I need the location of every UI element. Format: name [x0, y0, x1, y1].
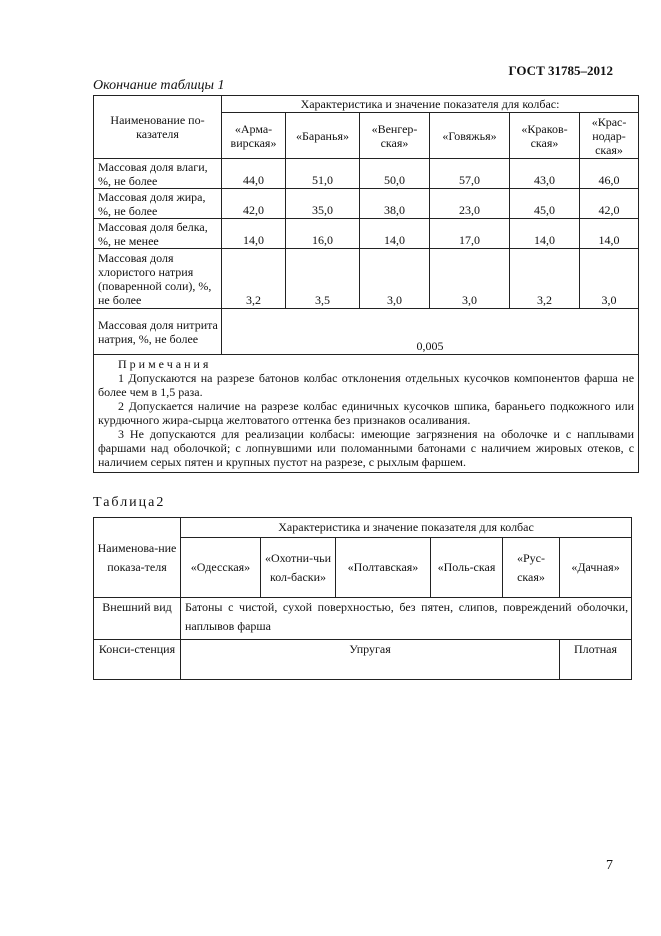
cell-value: 35,0	[286, 189, 360, 219]
table1-notes	[94, 355, 639, 473]
cell-value: 3,2	[510, 249, 580, 309]
table2-col-header: «Полтавская»	[336, 538, 431, 598]
cell-value: 42,0	[222, 189, 286, 219]
cell-value: 3,2	[222, 249, 286, 309]
cell-value: 14,0	[580, 219, 639, 249]
cell-value: 3,0	[360, 249, 430, 309]
cell-value: Батоны с чистой, сухой поверхностью, без пятен, слипов, повреждений оболочки, наплывов фарша	[181, 598, 632, 640]
table1-head-group: Характеристика и значение показателя для колбас:	[222, 96, 639, 113]
cell-value: Плотная	[560, 640, 632, 680]
cell-value: 44,0	[222, 159, 286, 189]
table1-row	[94, 159, 639, 189]
table1-col-header: «Венгер-ская»	[360, 113, 430, 159]
table2-col-header: «Поль-ская	[431, 538, 503, 598]
table2-col-header: «Охотни-чьи кол-баски»	[261, 538, 336, 598]
cell-value: 3,5	[286, 249, 360, 309]
cell-value: 3,0	[430, 249, 510, 309]
cell-value: 42,0	[580, 189, 639, 219]
cell-value: 16,0	[286, 219, 360, 249]
cell-value: 38,0	[360, 189, 430, 219]
cell-value: 23,0	[430, 189, 510, 219]
cell-value: 17,0	[430, 219, 510, 249]
table2-row	[94, 640, 632, 680]
table1-row	[94, 189, 639, 219]
cell-value: 43,0	[510, 159, 580, 189]
table1-col-header: «Крас-нодар-ская»	[580, 113, 639, 159]
cell-value: 14,0	[360, 219, 430, 249]
table2-row	[94, 598, 632, 640]
table1-caption: Окончание таблицы 1	[93, 78, 225, 93]
table1-col-header: «Баранья»	[286, 113, 360, 159]
note: 3 Не допускаются для реализации колбасы: имеющие загрязнения на оболочке и с наплывами фаршами над оболочкой; с лопнувшими или поломанными батонами с наличием жировых отеков, с наличием серых пятен и крупных пустот на разрезе, с рыхлым фаршем.	[98, 427, 635, 469]
page-number: 7	[606, 858, 613, 873]
cell-value: 14,0	[510, 219, 580, 249]
table1-col-header: «Говяжья»	[430, 113, 510, 159]
note: 2 Допускается наличие на разрезе колбас единичных кусочков шпика, бараньего подкожного или курдючного жира-сырца желтоватого оттенка без признаков осаливания.	[98, 399, 635, 427]
cell-value: 51,0	[286, 159, 360, 189]
notes-title: Примечания	[118, 357, 212, 371]
table1-col-header: «Арма-вирская»	[222, 113, 286, 159]
document-code: ГОСТ 31785–2012	[508, 63, 613, 78]
table2-col-header: «Дачная»	[560, 538, 632, 598]
row-name: Внешний вид	[94, 598, 181, 640]
note: 1 Допускаются на разрезе батонов колбас отклонения отдельных кусочков компонентов фарша не более чем в 1,5 раза.	[98, 371, 635, 399]
table1-col-header: «Краков-ская»	[510, 113, 580, 159]
cell-value: 46,0	[580, 159, 639, 189]
cell-value: 0,005	[222, 309, 639, 355]
table2-head-name: Наименова-ние показа-теля	[94, 518, 181, 598]
table2-col-header: «Рус-ская»	[503, 538, 560, 598]
cell-value: 50,0	[360, 159, 430, 189]
cell-value: Упругая	[181, 640, 560, 680]
row-name: Массовая доля нитрита натрия, %, не более	[94, 309, 222, 355]
table1-row	[94, 219, 639, 249]
table1	[93, 95, 639, 473]
cell-value: 14,0	[222, 219, 286, 249]
table1-head-name: Наименование по-казателя	[94, 96, 222, 159]
row-name: Массовая доля жира, %, не более	[94, 189, 222, 219]
table1-row	[94, 309, 639, 355]
cell-value: 3,0	[580, 249, 639, 309]
row-name: Массовая доля белка, %, не менее	[94, 219, 222, 249]
cell-value: 45,0	[510, 189, 580, 219]
row-name: Массовая доля хлористого натрия (поваренной соли), %, не более	[94, 249, 222, 309]
table2-head-group: Характеристика и значение показателя для колбас	[181, 518, 632, 538]
row-name: Конси-стенция	[94, 640, 181, 680]
row-name: Массовая доля влаги, %, не более	[94, 159, 222, 189]
cell-value: 57,0	[430, 159, 510, 189]
table2-caption: Таблица2	[93, 495, 166, 510]
table1-row	[94, 249, 639, 309]
table2	[93, 517, 632, 680]
table2-col-header: «Одесская»	[181, 538, 261, 598]
